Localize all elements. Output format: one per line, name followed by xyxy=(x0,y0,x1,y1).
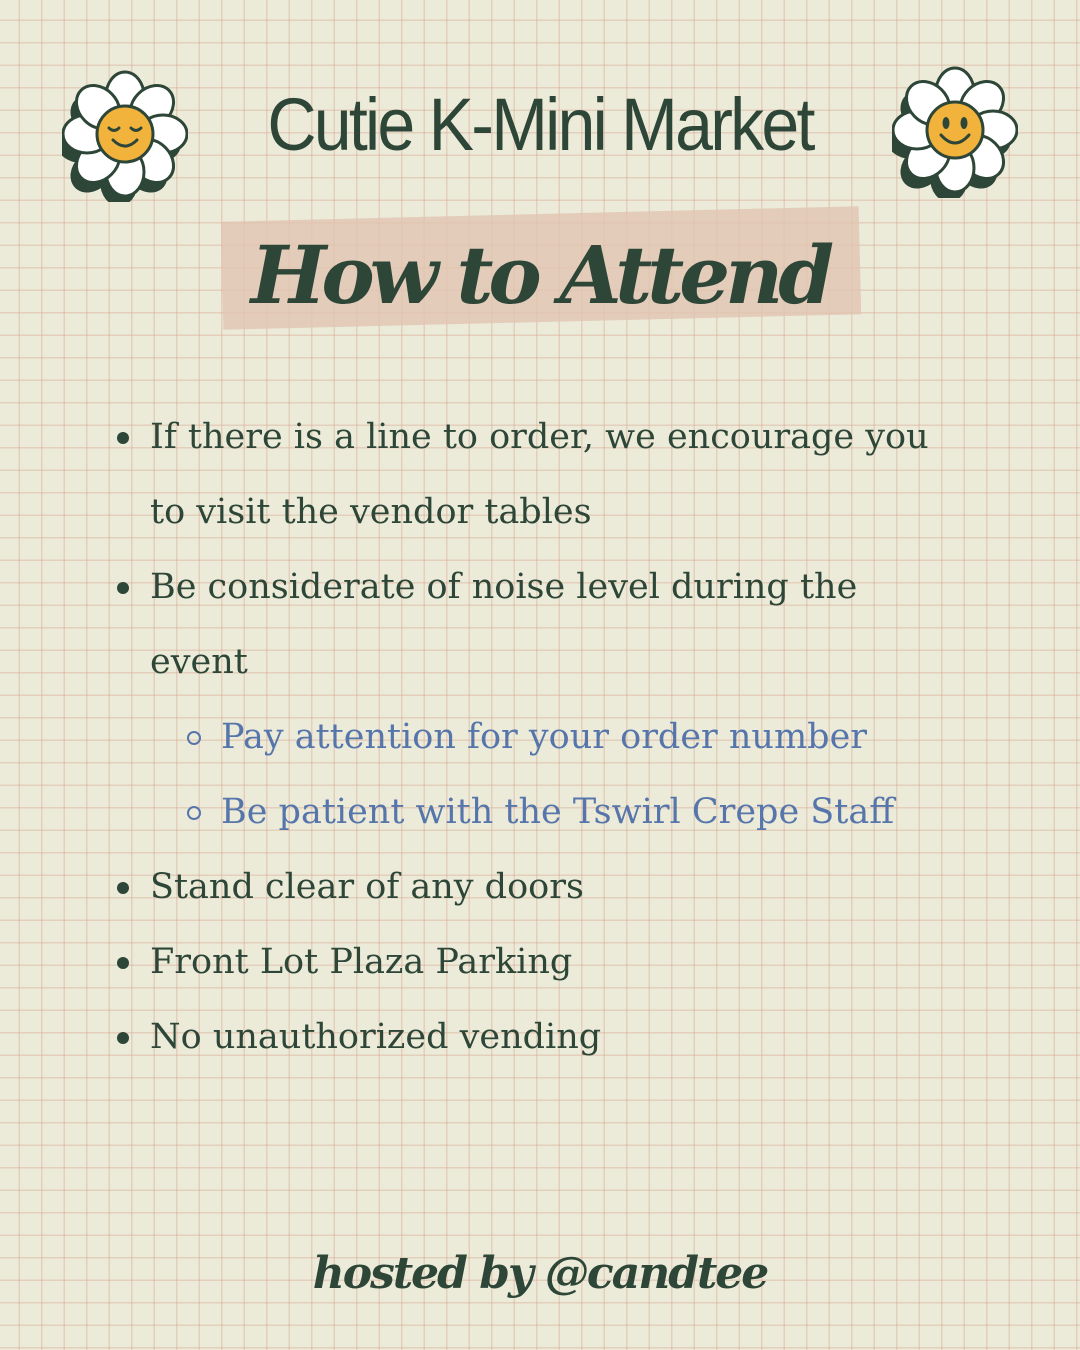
bullet-icon xyxy=(117,882,129,894)
bullet-icon xyxy=(117,432,129,444)
rule-item xyxy=(150,850,584,925)
hollow-bullet-icon xyxy=(187,806,201,820)
rule-text-line: Be patient with the Tswirl Crepe Staff xyxy=(221,792,895,832)
rule-item xyxy=(150,925,572,1000)
bullet-icon xyxy=(117,1032,129,1044)
rule-text-line: Front Lot Plaza Parking xyxy=(150,942,573,982)
host-credit: hosted by @candtee xyxy=(312,1248,768,1299)
hollow-bullet-icon xyxy=(187,731,201,745)
rule-text-line: event xyxy=(150,642,248,682)
rule-item xyxy=(150,1000,601,1075)
rule-text-line: If there is a line to order, we encourage you xyxy=(150,417,929,457)
bullet-icon xyxy=(117,582,129,594)
rule-item xyxy=(150,550,857,700)
bullet-icon xyxy=(117,957,129,969)
sub-rule-item xyxy=(221,775,894,850)
page-title: Cutie K-Mini Market xyxy=(267,83,813,166)
rule-text-line: Be considerate of noise level during the xyxy=(150,567,858,607)
rule-item xyxy=(150,400,929,550)
page-subtitle: How to Attend xyxy=(250,228,830,322)
rule-text-line: to visit the vendor tables xyxy=(150,492,592,532)
rule-text-line: Pay attention for your order number xyxy=(221,717,868,757)
rule-text-line: No unauthorized vending xyxy=(150,1017,602,1057)
rule-text-line: Stand clear of any doors xyxy=(150,867,584,907)
sub-rule-item xyxy=(221,700,867,775)
